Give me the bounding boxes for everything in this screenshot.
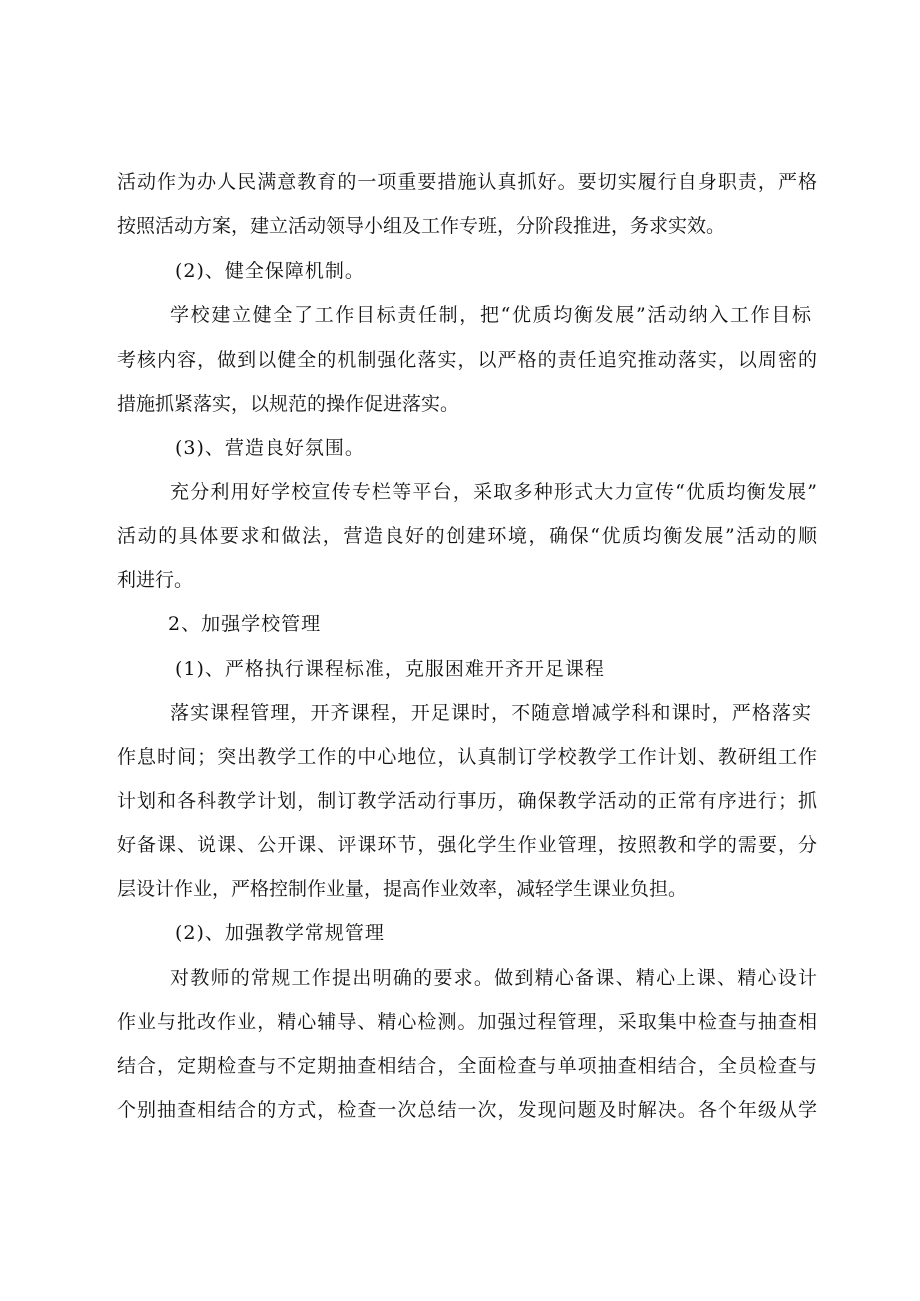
section-heading: (2)、健全保障机制。 bbox=[175, 260, 365, 282]
body-text-line: 措施抓紧落实，以规范的操作促进落实。 bbox=[117, 393, 460, 415]
body-text-line: 计划和各科教学计划，制订教学活动行事历，确保教学活动的正常有序进行；抓 bbox=[117, 790, 817, 812]
paragraph-first-line: 落实课程管理，开齐课程，开足课时，不随意增减学科和课时，严格落实 bbox=[170, 702, 811, 724]
subsection-heading: (1)、严格执行课程标准，克服困难开齐开足课程 bbox=[175, 658, 605, 680]
body-text-line: 层设计作业，严格控制作业量，提高作业效率，减轻学生课业负担。 bbox=[117, 878, 688, 900]
body-text-line: 好备课、说课、公开课、评课环节，强化学生作业管理，按照教和学的需要，分 bbox=[117, 834, 817, 856]
paragraph-first-line: 充分利用好学校宣传专栏等平台，采取多种形式大力宣传“优质均衡发展” bbox=[170, 481, 817, 503]
body-text-line: 活动作为办人民满意教育的一项重要措施认真抓好。要切实履行自身职责，严格 bbox=[117, 171, 817, 193]
paragraph-first-line: 学校建立健全了工作目标责任制，把“优质均衡发展”活动纳入工作目标 bbox=[170, 304, 811, 326]
body-text-line: 作息时间；突出教学工作的中心地位，认真制订学校教学工作计划、教研组工作 bbox=[117, 746, 817, 768]
body-text-line: 按照活动方案，建立活动领导小组及工作专班，分阶段推进，务求实效。 bbox=[117, 215, 726, 237]
section-heading: 2、加强学校管理 bbox=[168, 613, 322, 635]
body-text-line: 考核内容，做到以健全的机制强化落实，以严格的责任追究推动落实，以周密的 bbox=[117, 349, 817, 371]
subsection-heading: (2)、加强教学常规管理 bbox=[175, 922, 385, 944]
body-text-line: 个别抽查相结合的方式，检查一次总结一次，发现问题及时解决。各个年级从学 bbox=[117, 1099, 817, 1121]
body-text-line: 作业与批改作业，精心辅导、精心检测。加强过程管理，采取集中检查与抽查相 bbox=[117, 1011, 817, 1033]
body-text-line: 活动的具体要求和做法，营造良好的创建环境，确保“优质均衡发展”活动的顺 bbox=[117, 525, 817, 547]
body-text-line: 结合，定期检查与不定期抽查相结合，全面检查与单项抽查相结合，全员检查与 bbox=[117, 1055, 817, 1077]
section-heading: (3)、营造良好氛围。 bbox=[175, 437, 365, 459]
body-text-line: 利进行。 bbox=[117, 569, 194, 591]
paragraph-first-line: 对教师的常规工作提出明确的要求。做到精心备课、精心上课、精心设计 bbox=[170, 967, 817, 989]
